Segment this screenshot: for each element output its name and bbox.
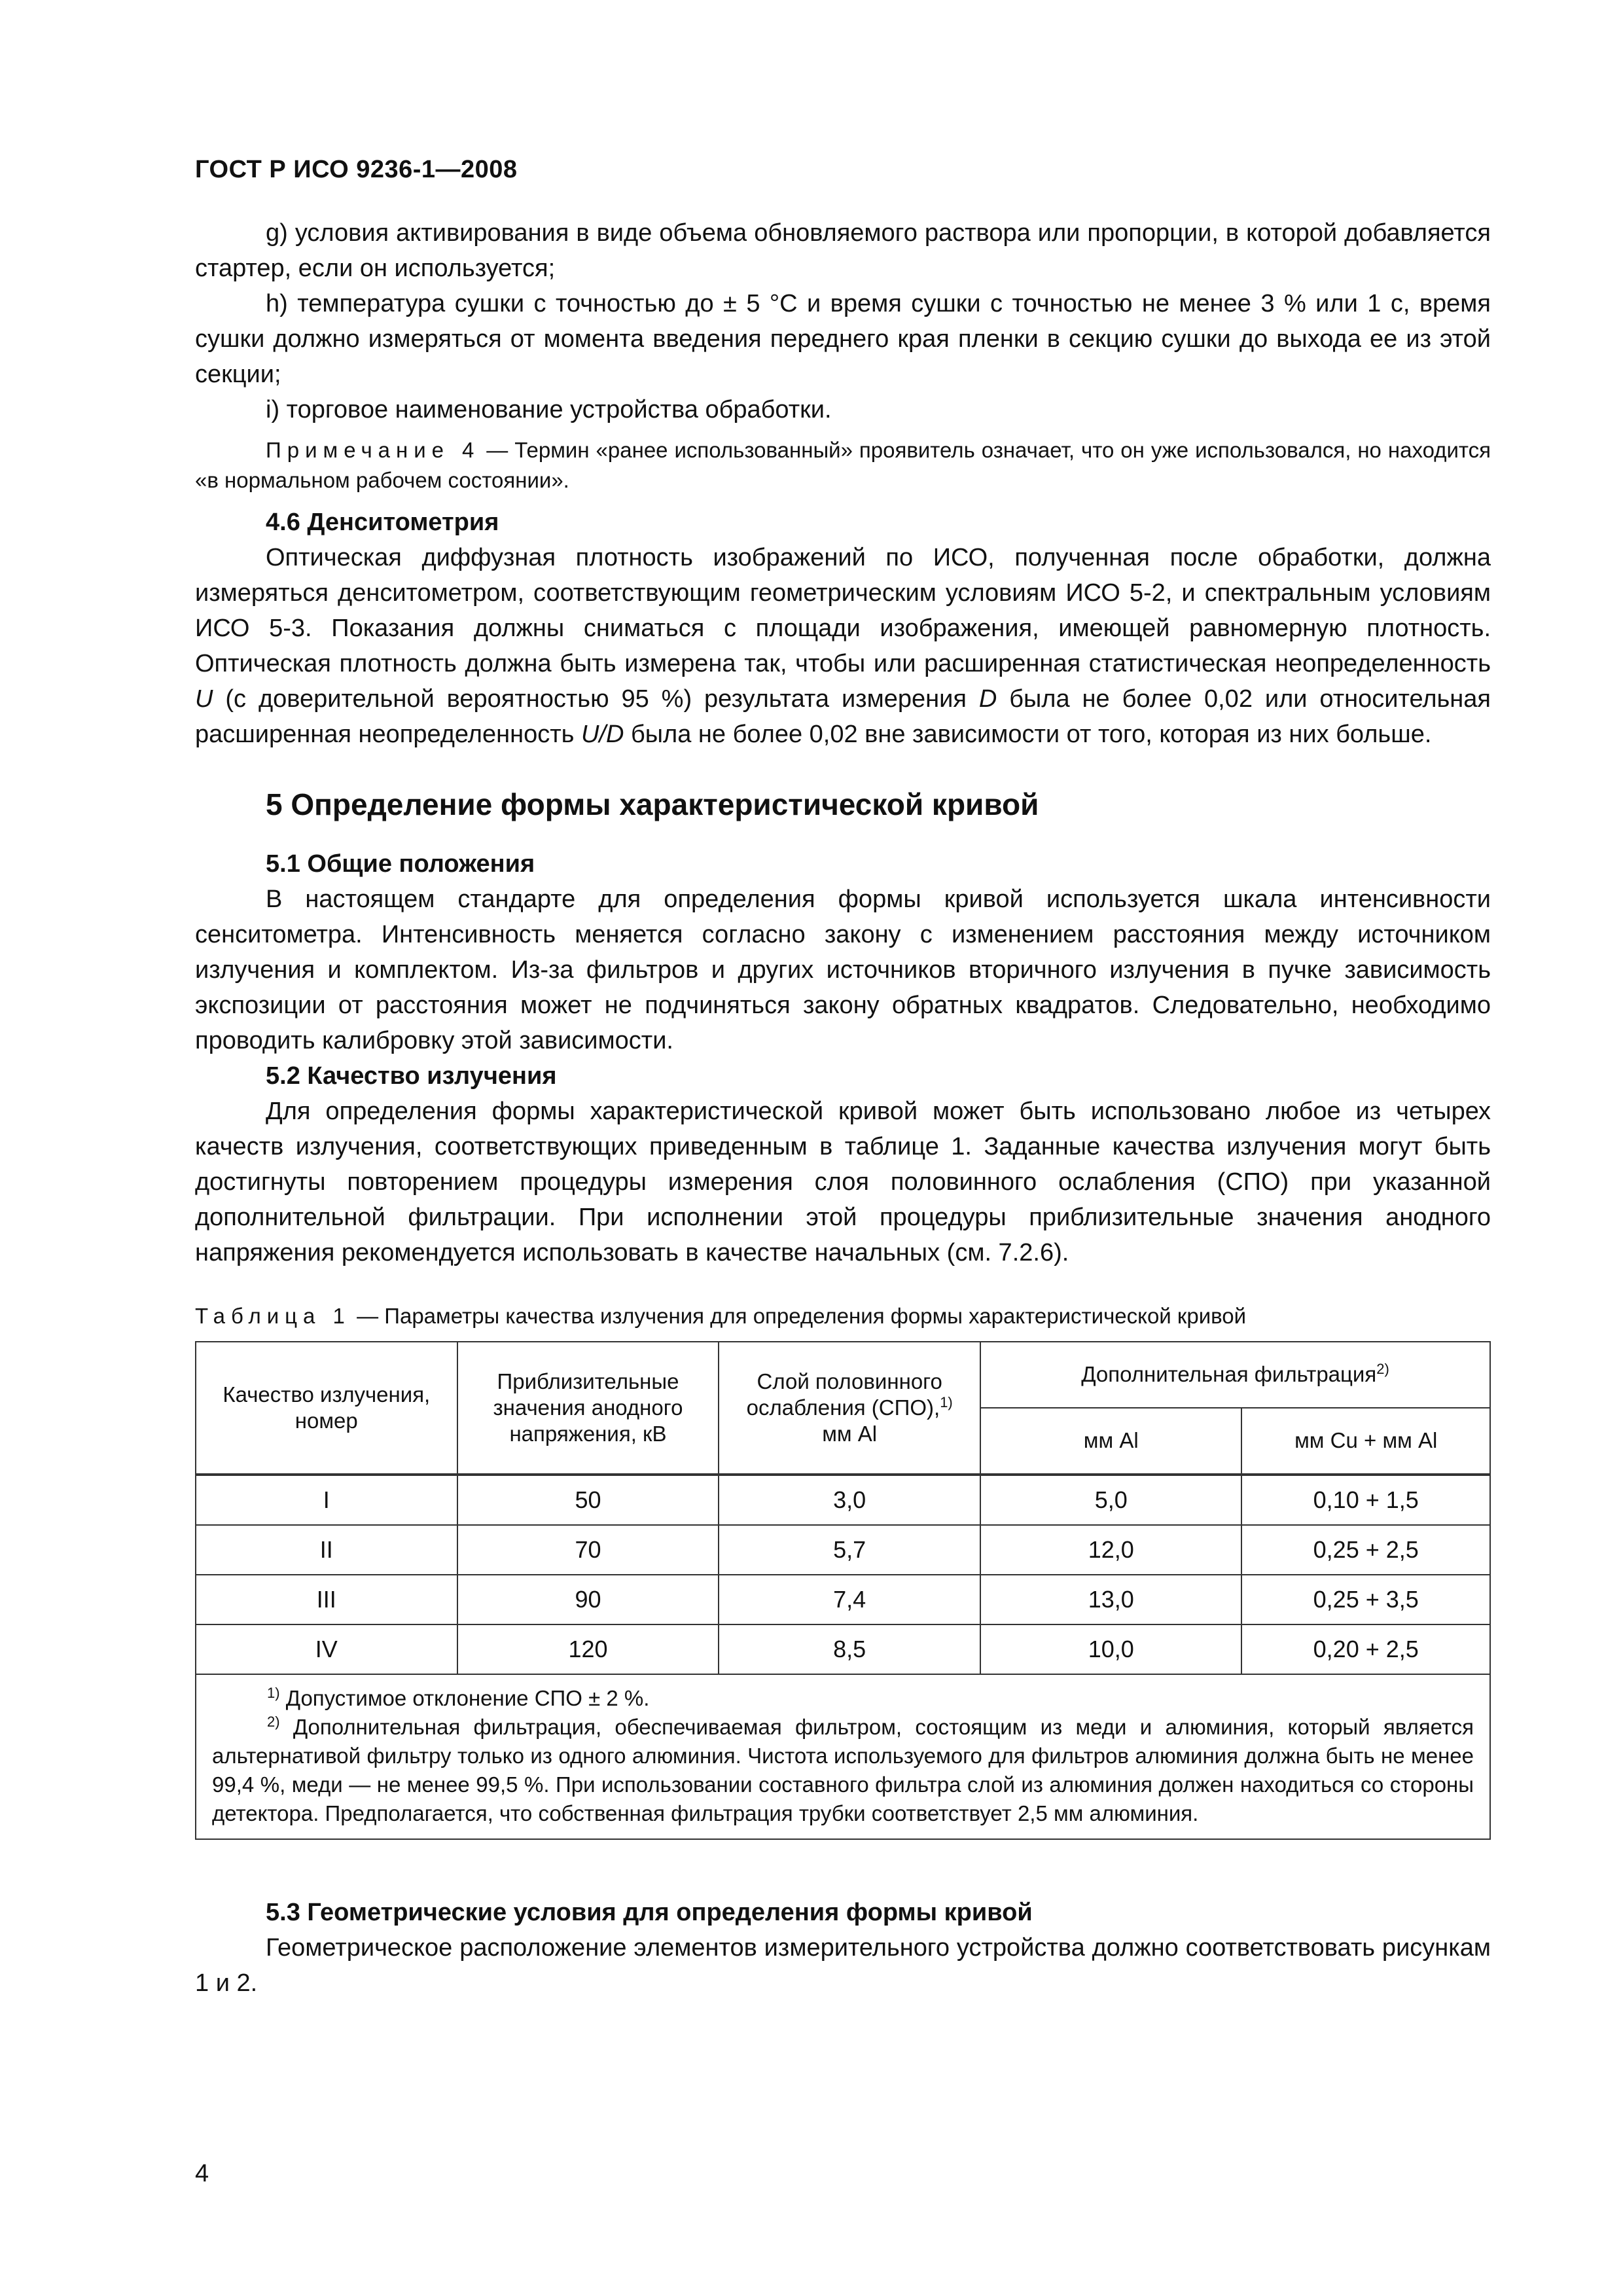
symbol-u-d: U/D [580, 721, 624, 748]
table-footnotes-row [196, 1674, 1490, 1839]
header-mm-cu-al: мм Cu + мм Al [1241, 1408, 1490, 1475]
table-cell: 0,10 + 1,5 [1241, 1475, 1490, 1525]
symbol-d: D [978, 685, 997, 713]
header-hvl-unit: мм Al [822, 1422, 878, 1446]
table-cell: 90 [457, 1575, 719, 1624]
table-cell: III [196, 1575, 457, 1624]
table-cell: 7,4 [719, 1575, 980, 1624]
table-row [196, 1624, 1490, 1674]
note-text: — Термин «ранее использованный» проявитель означает, что он уже использовался, но находится «в нормальном рабочем состоянии». [195, 438, 1491, 492]
table-cell: 5,7 [719, 1525, 980, 1575]
text-span: была не более 0,02 или относительная расширенная неопределенность [195, 685, 1491, 748]
header-additional-filtration [980, 1342, 1490, 1408]
list-item-h: h) температура сушки с точностью до ± 5 °С и время сушки с точностью не менее 3 % или 1 с, время сушки должно измеряться от момента введения переднего края пленки в секцию сушки до выхода ее из этой секции; [195, 290, 1491, 388]
table-caption-text: — Параметры качества излучения для определения формы характеристической кривой [350, 1304, 1247, 1328]
heading-5: 5 Определение формы характеристической кривой [266, 787, 1039, 821]
note-4 [195, 435, 1491, 495]
table-cell: 5,0 [980, 1475, 1241, 1525]
table-label: Таблица 1 [195, 1304, 351, 1328]
table-cell: IV [196, 1624, 457, 1674]
note-label: Примечание 4 [266, 438, 480, 462]
footnote-text: Допустимое отклонение СПО ± 2 %. [279, 1686, 650, 1710]
table-cell: 8,5 [719, 1624, 980, 1674]
table-cell: 0,25 + 3,5 [1241, 1575, 1490, 1624]
text-span: была не более 0,02 вне зависимости от того, которая из них больше. [624, 721, 1432, 748]
table-cell: 10,0 [980, 1624, 1241, 1674]
paragraph-4-6 [195, 540, 1491, 752]
header-mm-al: мм Al [980, 1408, 1241, 1475]
table-cell: 50 [457, 1475, 719, 1525]
list-item-g: g) условия активирования в виде объема обновляемого раствора или пропорции, в которой добавляется стартер, если он используется; [195, 219, 1491, 282]
header-anode-voltage: Приблизительные значения анодного напряжения, кВ [457, 1342, 719, 1475]
footnote-2 [212, 1713, 1474, 1828]
table-cell: 0,25 + 2,5 [1241, 1525, 1490, 1575]
text-span: Оптическая диффузная плотность изображений по ИСО, полученная после обработки, должна измеряться денситометром, соответствующим геометрическим условиям ИСО 5-2, и спектральным условиям ИСО 5-3. Показания должны сниматься с площади изображения, имеющей равномерную плотность. Оптическая плотность должна быть измерена так, чтобы или расширенная статистическая неопределенность [195, 544, 1491, 677]
document-code: ГОСТ Р ИСО 9236-1—2008 [195, 156, 518, 183]
page-content [195, 156, 1491, 2001]
heading-5-1: 5.1 Общие положения [266, 850, 535, 878]
table-footnotes [196, 1674, 1490, 1839]
table-cell: I [196, 1475, 457, 1525]
header-hvl-label: Слой половинного ослабления (СПО), [746, 1369, 942, 1420]
table-cell: 120 [457, 1624, 719, 1674]
table-row [196, 1475, 1490, 1525]
heading-4-6: 4.6 Денситометрия [266, 509, 499, 536]
table-cell: 13,0 [980, 1575, 1241, 1624]
list-item-i: i) торговое наименование устройства обработки. [266, 396, 832, 423]
paragraph-5-1: В настоящем стандарте для определения формы кривой используется шкала интенсивности сенситометра. Интенсивность меняется согласно закону с изменением расстояния между источником излучения и комплектом. Из-за фильтров и других источников вторичного излучения в пучке зависимость экспозиции от расстояния может не подчиняться закону обратных квадратов. Следовательно, необходимо проводить калибровку этой зависимости. [195, 886, 1491, 1054]
page-number: 4 [195, 2160, 209, 2187]
footnote-ref-2: 2) [1376, 1361, 1389, 1378]
heading-5-2: 5.2 Качество излучения [266, 1062, 557, 1090]
footnote-1 [212, 1684, 1474, 1713]
header-filtration-label: Дополнительная фильтрация [1081, 1362, 1377, 1387]
footnote-text: Дополнительная фильтрация, обеспечиваемая фильтром, состоящим из меди и алюминия, который является альтернативой фильтру только из одного алюминия. Чистота используемого для фильтров алюминия должна быть не менее 99,4 %, меди — не менее 99,5 %. При использовании составного фильтра слой из алюминия должен находиться со стороны детектора. Предполагается, что собственная фильтрация трубки соответствует 2,5 мм алюминия. [212, 1715, 1474, 1825]
heading-5-3: 5.3 Геометрические условия для определения формы кривой [266, 1899, 1033, 1926]
footnote-mark: 1) [267, 1685, 280, 1701]
radiation-quality-table [195, 1341, 1491, 1840]
table-cell: II [196, 1525, 457, 1575]
symbol-u: U [195, 685, 213, 713]
table-row [196, 1525, 1490, 1575]
table-cell: 0,20 + 2,5 [1241, 1624, 1490, 1674]
header-hvl [719, 1342, 980, 1475]
text-span: (с доверительной вероятностью 95 %) результата измерения [213, 685, 979, 713]
paragraph-5-2: Для определения формы характеристической кривой может быть использовано любое из четырех качеств излучения, соответствующих приведенным в таблице 1. Заданные качества излучения могут быть достигнуты повторением процедуры измерения слоя половинного ослабления (СПО) при указанной дополнительной фильтрации. При исполнении этой процедуры приблизительные значения анодного напряжения рекомендуется использовать в качестве начальных (см. 7.2.6). [195, 1098, 1491, 1266]
paragraph-5-3: Геометрическое расположение элементов измерительного устройства должно соответствовать рисункам 1 и 2. [195, 1934, 1491, 1997]
footnote-mark: 2) [267, 1713, 280, 1730]
table-cell: 3,0 [719, 1475, 980, 1525]
table-cell: 12,0 [980, 1525, 1241, 1575]
table-row [196, 1575, 1490, 1624]
table-cell: 70 [457, 1525, 719, 1575]
table-1-caption [195, 1302, 1491, 1331]
footnote-ref-1: 1) [940, 1394, 953, 1410]
header-quality-number: Качество излучения, номер [196, 1342, 457, 1475]
